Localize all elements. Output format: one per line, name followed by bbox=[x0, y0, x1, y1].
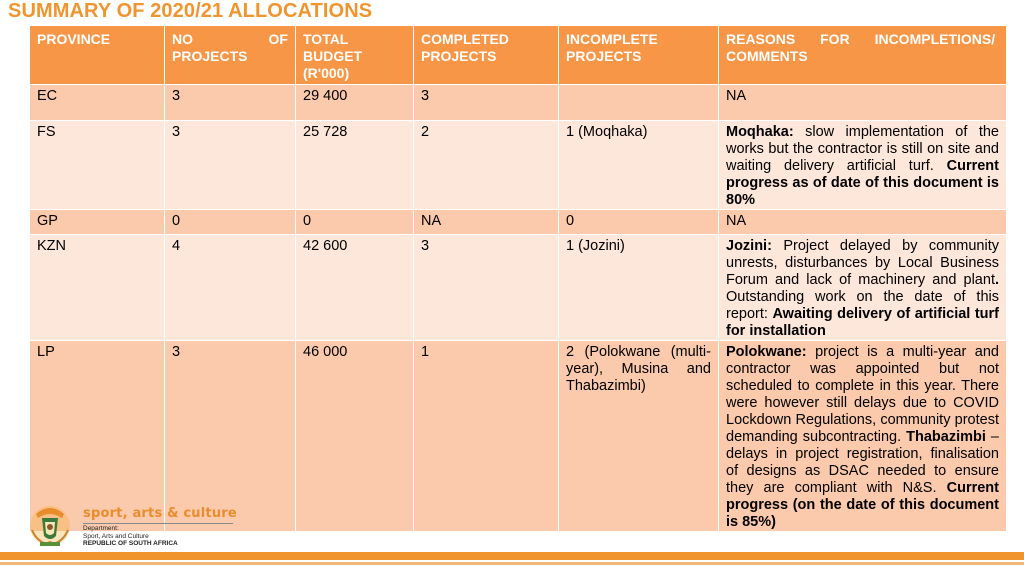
cell-province: EC bbox=[30, 85, 165, 121]
cell-incomplete: 1 (Jozini) bbox=[559, 235, 719, 341]
comment-segment: Current progress as of date of this document is 80% bbox=[726, 158, 999, 208]
cell-province: GP bbox=[30, 210, 165, 235]
comment-segment: – delays in project registration, finalisation of designs as DSAC needed to ensure they are compliant with N&S. bbox=[726, 429, 999, 496]
header-no-of-projects bbox=[165, 26, 296, 85]
cell-budget: 29 400 bbox=[296, 85, 414, 121]
comment-segment: Polokwane: bbox=[726, 344, 807, 360]
comment-segment: slow implementation of the works but the contractor is still on site and waiting delivery artificial turf. bbox=[726, 124, 999, 174]
cell-completed: 2 bbox=[414, 121, 559, 210]
footer-accent-bar bbox=[0, 552, 1024, 560]
cell-province: FS bbox=[30, 121, 165, 210]
cell-incomplete bbox=[559, 85, 719, 121]
table-row bbox=[30, 85, 1007, 121]
header-budget-word: BUDGET bbox=[303, 48, 363, 64]
comment-segment: Moqhaka: bbox=[726, 124, 794, 140]
cell-incomplete: 2 (Polokwane (multi-year), Musina and Thabazimbi) bbox=[559, 341, 719, 532]
table-row bbox=[30, 121, 1007, 210]
department-block bbox=[83, 525, 178, 548]
comment-segment: . bbox=[994, 272, 999, 288]
page-title: SUMMARY OF 2020/21 ALLOCATIONS bbox=[8, 0, 373, 22]
cell-projects: 4 bbox=[165, 235, 296, 341]
table-row bbox=[30, 210, 1007, 235]
dept-line-3: REPUBLIC OF SOUTH AFRICA bbox=[83, 540, 178, 547]
cell-projects: 3 bbox=[165, 121, 296, 210]
coat-of-arms-icon bbox=[26, 500, 74, 548]
footer-accent-bar-light bbox=[0, 562, 1024, 565]
cell-budget: 42 600 bbox=[296, 235, 414, 341]
header-total-word: TOTAL bbox=[303, 31, 349, 47]
cell-comment bbox=[719, 235, 1007, 341]
header-budget-unit: (R'000) bbox=[303, 65, 350, 81]
header-reasons-comments: REASONS FOR INCOMPLETIONS/ COMMENTS bbox=[719, 26, 1007, 85]
header-of-word: OF bbox=[268, 31, 288, 47]
dept-line-2: Sport, Arts and Culture bbox=[83, 532, 149, 540]
header-total-budget bbox=[296, 26, 414, 85]
allocations-table bbox=[29, 25, 1007, 532]
cell-completed: 3 bbox=[414, 235, 559, 341]
header-incomplete-projects: INCOMPLETE PROJECTS bbox=[559, 26, 719, 85]
dept-line-1: Department: bbox=[83, 525, 119, 532]
cell-budget: 46 000 bbox=[296, 341, 414, 532]
comment-segment: Awaiting delivery of artificial turf for installation bbox=[726, 306, 1000, 339]
cell-incomplete: 1 (Moqhaka) bbox=[559, 121, 719, 210]
cell-completed: NA bbox=[414, 210, 559, 235]
cell-comment bbox=[719, 210, 1007, 235]
cell-province: LP bbox=[30, 341, 165, 532]
comment-segment: Project delayed by community unrests, disturbances by Local Business Forum and lack of machinery and plant bbox=[726, 238, 999, 288]
header-province: PROVINCE bbox=[30, 26, 165, 85]
comment-segment: Outstanding work on the date of this report: bbox=[726, 289, 999, 322]
brand-divider bbox=[83, 523, 233, 524]
table-header-row bbox=[30, 26, 1007, 85]
cell-incomplete: 0 bbox=[559, 210, 719, 235]
cell-budget: 25 728 bbox=[296, 121, 414, 210]
cell-comment bbox=[719, 121, 1007, 210]
comment-segment: NA bbox=[726, 88, 747, 104]
header-projects-word: PROJECTS bbox=[172, 48, 248, 64]
cell-completed: 3 bbox=[414, 85, 559, 121]
comment-segment: Current progress (on the date of this document is 85%) bbox=[726, 480, 999, 530]
table-row bbox=[30, 341, 1007, 532]
table-row bbox=[30, 235, 1007, 341]
cell-budget: 0 bbox=[296, 210, 414, 235]
cell-comment bbox=[719, 85, 1007, 121]
comment-segment: Jozini: bbox=[726, 238, 772, 254]
header-no-word: NO bbox=[172, 31, 193, 47]
header-completed-projects: COMPLETED PROJECTS bbox=[414, 26, 559, 85]
comment-segment: Thabazimbi bbox=[906, 429, 986, 445]
cell-projects: 3 bbox=[165, 341, 296, 532]
cell-projects: 3 bbox=[165, 85, 296, 121]
cell-comment bbox=[719, 341, 1007, 532]
comment-segment: NA bbox=[726, 213, 747, 229]
cell-completed: 1 bbox=[414, 341, 559, 532]
cell-projects: 0 bbox=[165, 210, 296, 235]
cell-province: KZN bbox=[30, 235, 165, 341]
comment-segment: project is a multi-year and contractor was appointed but not scheduled to complete in this year. There were however still delays due to COVID Lockdown Regulations, community protest demanding subcontracting. bbox=[726, 344, 999, 445]
brand-name: sport, arts & culture bbox=[83, 506, 237, 521]
